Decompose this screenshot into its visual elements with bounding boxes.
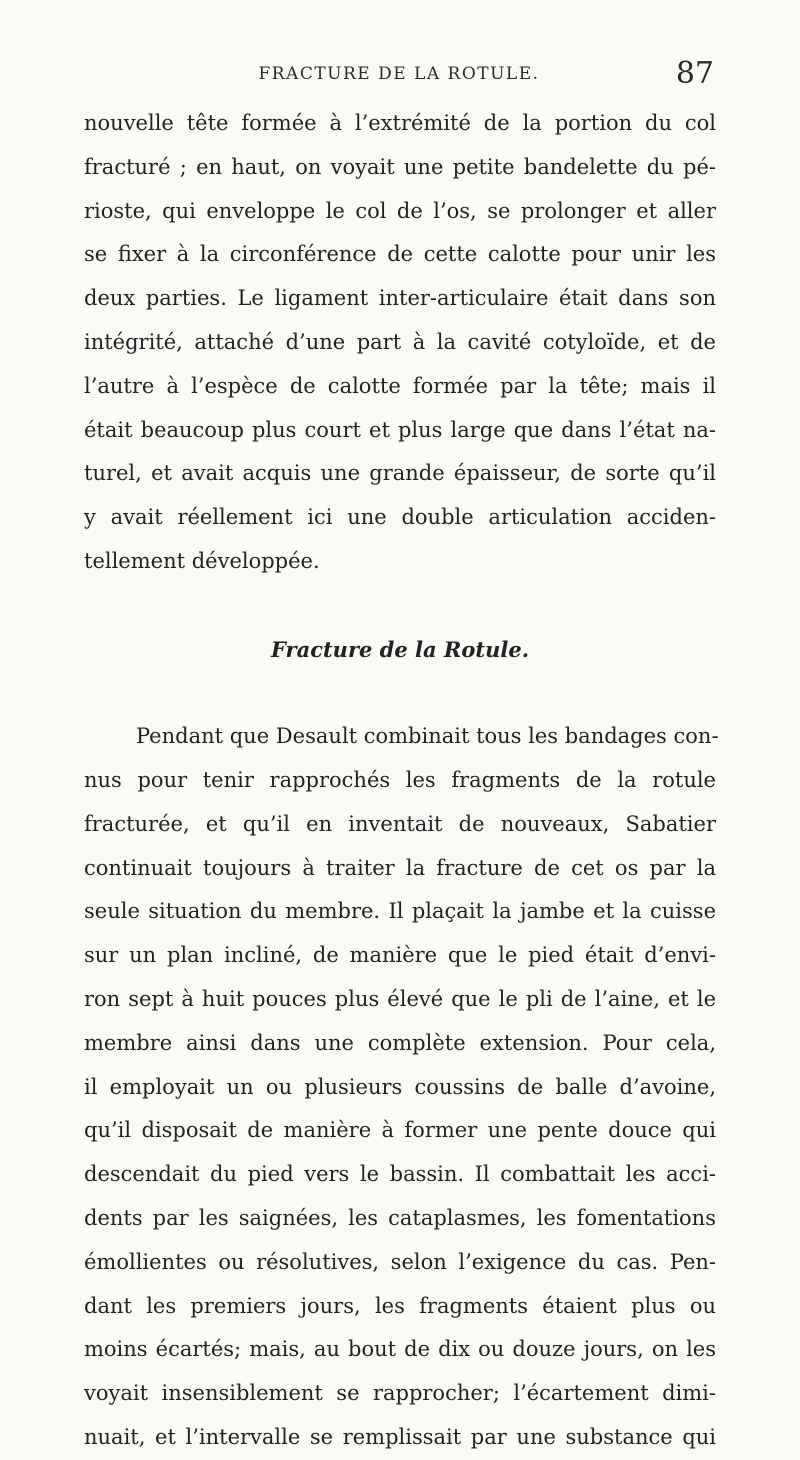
body-text <box>84 102 719 1460</box>
text-line: nouvelle tête formée à l’extrémité de la portion du col <box>84 111 716 135</box>
text-line: nus pour tenir rapprochés les fragments de la rotule <box>84 767 716 792</box>
text-line: turel, et avait acquis une grande épaisseur, de sorte qu’il <box>84 461 716 486</box>
text-line: se fixer à la circonférence de cette calotte pour unir les <box>84 242 716 267</box>
spacer <box>84 671 716 715</box>
text-line: ron sept à huit pouces plus élevé que le pli de l’aine, et le <box>84 986 716 1011</box>
text-line: voyait insensiblement se rapprocher; l’écartement dimi- <box>84 1381 716 1406</box>
text-line: dant les premiers jours, les fragments étaient plus ou <box>84 1293 716 1318</box>
paragraph-1 <box>84 102 716 584</box>
text-line: fracturée, et qu’il en inventait de nouveaux, Sabatier <box>84 811 716 836</box>
text-line: y avait réellement ici une double articulation acciden- <box>84 505 716 530</box>
text-line: nuait, et l’intervalle se remplissait par une substance qui <box>84 1424 716 1449</box>
text-line: seule situation du membre. Il plaçait la jambe et la cuisse <box>84 899 716 924</box>
text-line: deux parties. Le ligament inter-articulaire était dans son <box>84 286 716 311</box>
text-line: rioste, qui enveloppe le col de l’os, se prolonger et aller <box>84 198 716 223</box>
text-line: dents par les saignées, les cataplasmes, les fomentations <box>84 1205 716 1230</box>
text-line: fracturé ; en haut, on voyait une petite bandelette du pé- <box>84 154 716 179</box>
text-line: intégrité, attaché d’une part à la cavité cotyloïde, et de <box>84 329 716 354</box>
text-line: l’autre à l’espèce de calotte formée par la tête; mais il <box>84 373 716 398</box>
text-line: émollientes ou résolutives, selon l’exigence du cas. Pen- <box>84 1249 716 1274</box>
text-line: tellement développée. <box>84 548 320 573</box>
text-line: qu’il disposait de manière à former une pente douce qui <box>84 1118 716 1143</box>
text-line: descendait du pied vers le bassin. Il combattait les acci- <box>84 1162 716 1187</box>
spacer <box>84 584 716 628</box>
running-head <box>84 56 714 92</box>
text-line: était beaucoup plus court et plus large que dans l’état na- <box>84 417 716 442</box>
paragraph-2 <box>84 715 719 1460</box>
page-number: 87 <box>675 56 714 91</box>
section-heading: Fracture de la Rotule. <box>270 636 530 662</box>
running-title: FRACTURE DE LA ROTULE. <box>258 64 540 84</box>
text-line: moins écartés; mais, au bout de dix ou douze jours, on les <box>84 1337 716 1362</box>
text-line: Pendant que Desault combinait tous les bandages con- <box>136 724 719 749</box>
text-line: sur un plan incliné, de manière que le pied était d’envi- <box>84 943 716 968</box>
text-line: continuait toujours à traiter la fracture de cet os par la <box>84 855 716 880</box>
text-line: il employait un ou plusieurs coussins de balle d’avoine, <box>84 1074 716 1099</box>
text-line: membre ainsi dans une complète extension. Pour cela, <box>84 1030 716 1055</box>
